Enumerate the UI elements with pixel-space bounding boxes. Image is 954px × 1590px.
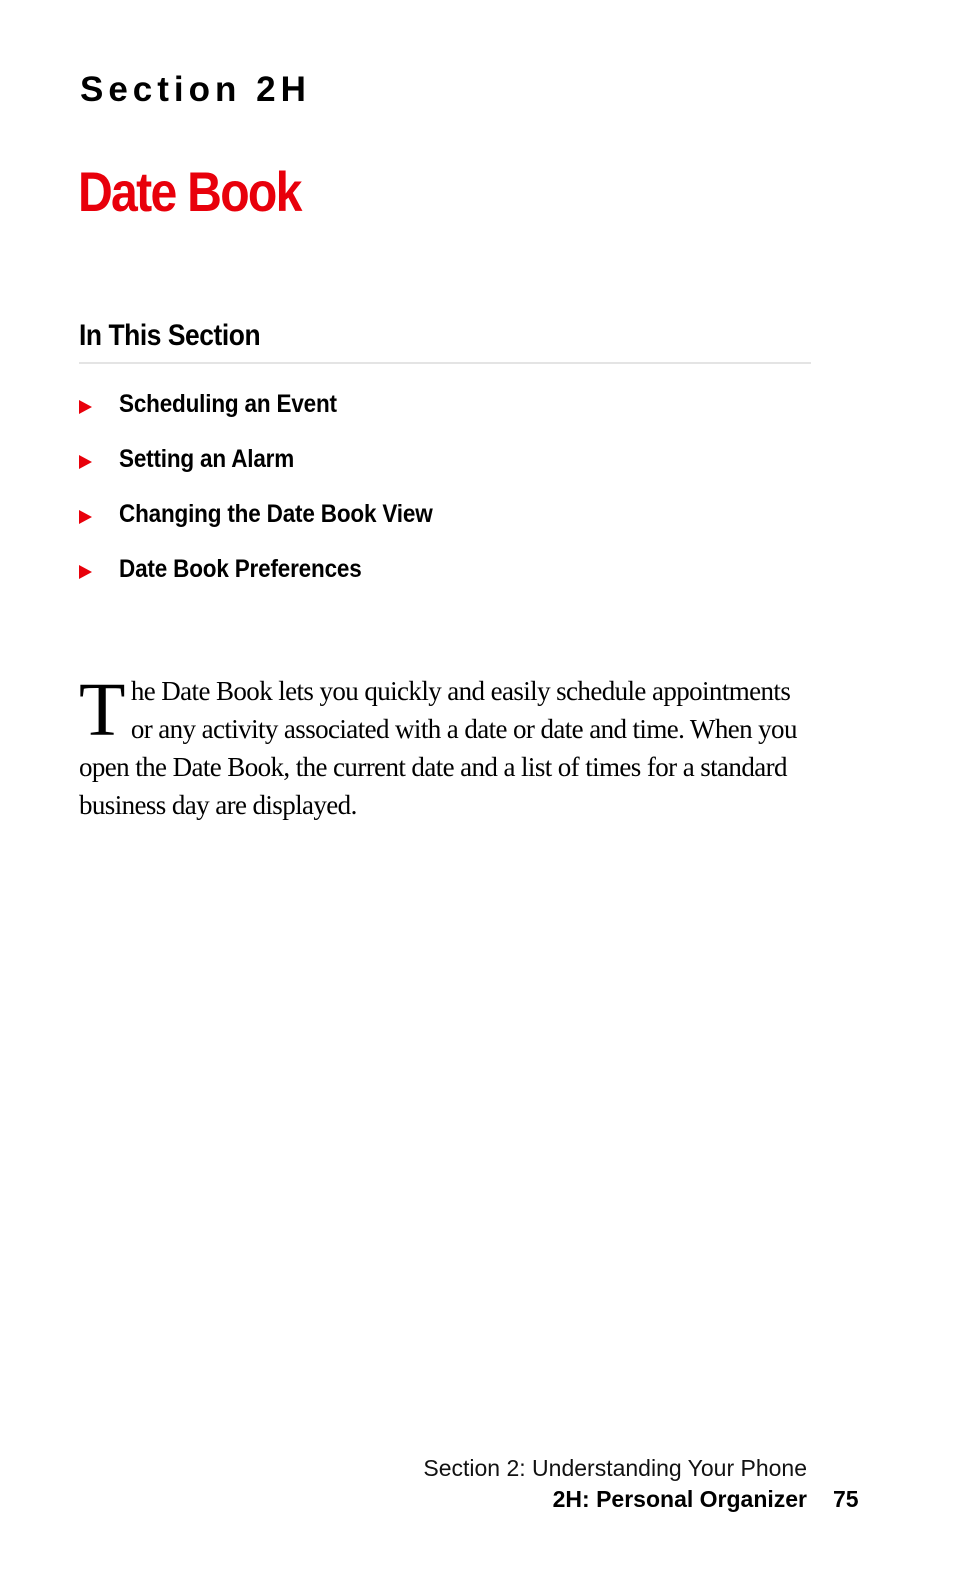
red-triangle-bullet-icon <box>79 510 92 524</box>
page-title: Date Book <box>78 160 301 223</box>
section-contents-list <box>79 386 467 606</box>
red-triangle-bullet-icon <box>79 455 92 469</box>
toc-item-label[interactable]: Date Book Preferences <box>119 555 362 583</box>
drop-cap: T <box>79 668 125 752</box>
toc-item-setting-an-alarm[interactable] <box>79 441 467 496</box>
toc-item-date-book-preferences[interactable] <box>79 551 467 606</box>
footer-chapter-title: 2H: Personal Organizer <box>552 1486 807 1512</box>
toc-item-changing-the-date-book-view[interactable] <box>79 496 467 551</box>
in-this-section-heading: In This Section <box>79 319 261 352</box>
section-label: Section 2H <box>80 70 311 109</box>
footer-section-title: Section 2: Understanding Your Phone <box>423 1455 807 1481</box>
intro-paragraph <box>79 668 814 824</box>
toc-item-label[interactable]: Setting an Alarm <box>119 445 295 473</box>
page-number: 75 <box>833 1486 859 1512</box>
red-triangle-bullet-icon <box>79 400 92 414</box>
intro-paragraph-text: he Date Book lets you quickly and easily schedule appointments or any activity associated with a date or date and time. When you open the Date Book, the current date and a list of times for a standard business day are displayed. <box>79 676 797 820</box>
toc-item-label[interactable]: Scheduling an Event <box>119 390 337 418</box>
red-triangle-bullet-icon <box>79 565 92 579</box>
section-divider <box>79 362 811 364</box>
toc-item-label[interactable]: Changing the Date Book View <box>119 500 433 528</box>
toc-item-scheduling-an-event[interactable] <box>79 386 467 441</box>
